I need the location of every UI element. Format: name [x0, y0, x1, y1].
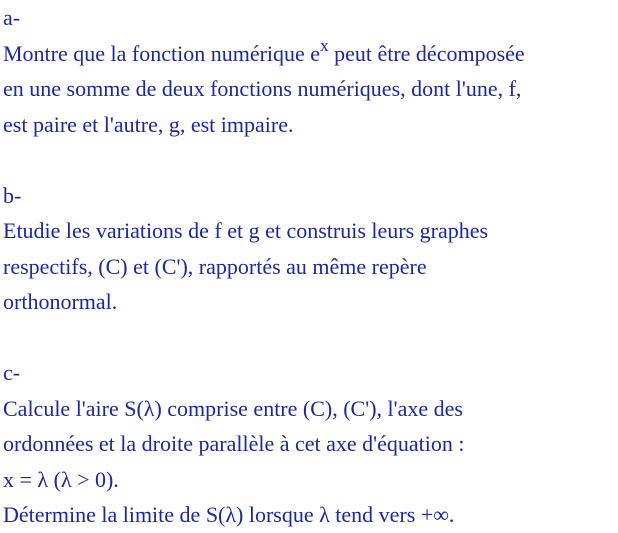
part-b-line-3: orthonormal.	[3, 289, 118, 314]
part-a-line-1-start: Montre que la fonction numérique e	[3, 40, 321, 66]
exponent-x: x	[320, 35, 329, 55]
part-c-line-1: Calcule l'aire S(λ) comprise entre (C), (C'), l'axe des	[3, 395, 463, 421]
part-a-line-1-end: peut être décomposée	[328, 40, 525, 66]
part-b-line-1: Etudie les variations de f et g et construis leurs graphes	[3, 218, 489, 243]
part-a-line-2: en une somme de deux fonctions numériques, dont l'une, f,	[3, 76, 522, 101]
part-a-line-3: est paire et l'autre, g, est impaire.	[3, 111, 294, 137]
spacer	[3, 320, 615, 356]
part-c-label: c-	[3, 360, 21, 385]
part-a-line-1	[3, 36, 615, 72]
part-c-line-2: ordonnées et la droite parallèle à cet axe d'équation :	[3, 431, 465, 456]
part-a-label: a-	[3, 5, 21, 30]
part-c-line-4: Détermine la limite de S(λ) lorsque λ tend vers +∞.	[3, 502, 455, 527]
part-b-line-2: respectifs, (C) et (C'), rapportés au même repère	[3, 253, 427, 279]
exercise-text	[3, 0, 615, 533]
spacer	[3, 142, 615, 178]
part-b-label: b-	[3, 182, 22, 208]
part-c-line-3: x = λ (λ > 0).	[3, 466, 119, 492]
